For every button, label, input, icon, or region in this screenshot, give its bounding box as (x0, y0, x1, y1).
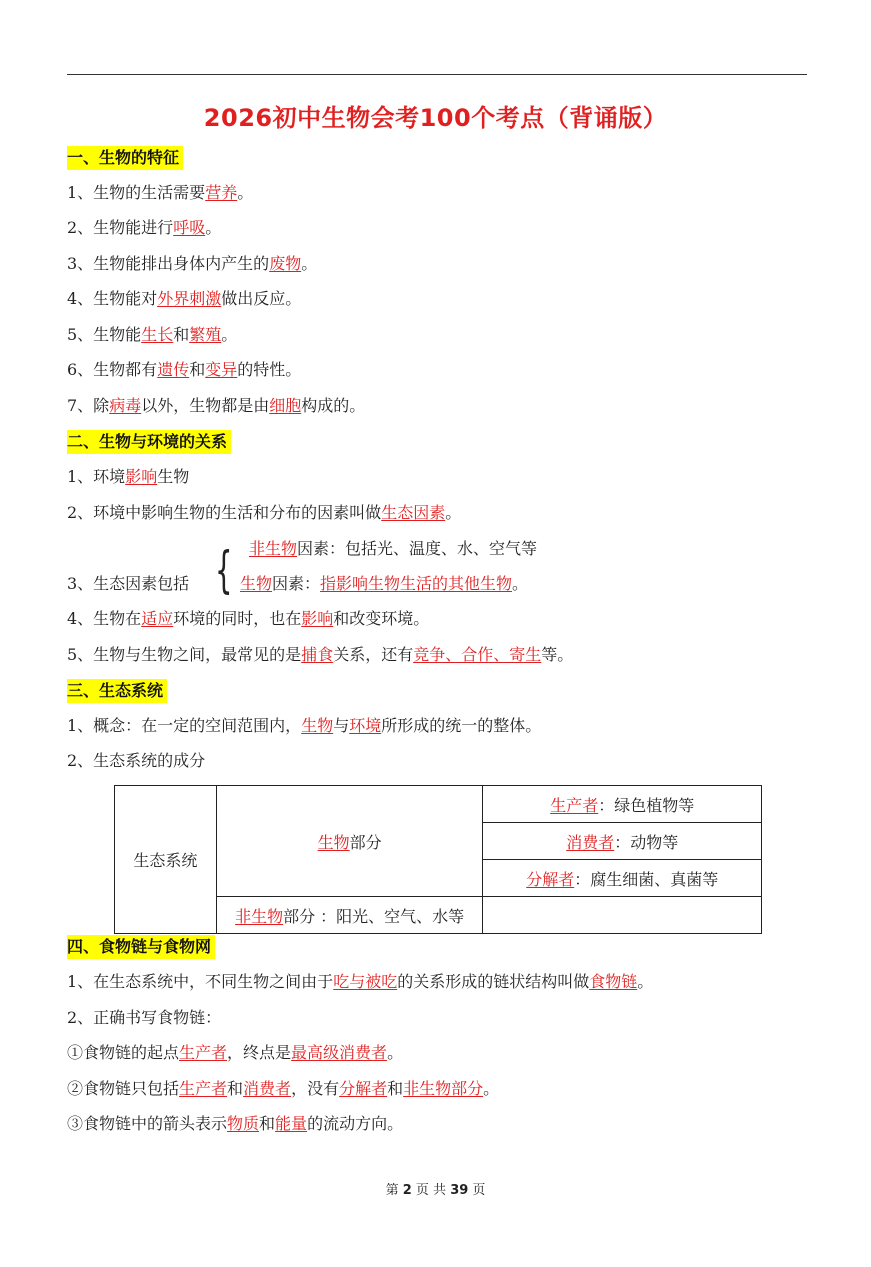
ecosystem-cell: 生态系统 (115, 786, 217, 934)
s3-line-2: 2、生态系统的成分 (67, 751, 206, 770)
producer-cell: 生产者：绿色植物等 (483, 786, 762, 823)
s2-line-3-abiotic: 非生物因素：包括光、温度、水、空气等 (249, 539, 538, 558)
s4-line-4: ②食物链只包括生产者和消费者，没有分解者和非生物部分。 (67, 1079, 500, 1098)
s3-line-1: 1、概念：在一定的空间范围内，生物与环境所形成的统一的整体。 (67, 716, 542, 735)
section-heading-3: 三、生态系统 (67, 679, 167, 703)
s1-line-5: 5、生物能生长和繁殖。 (67, 325, 238, 344)
s1-line-7: 7、除病毒以外，生物都是由细胞构成的。 (67, 396, 366, 415)
s4-line-3: ①食物链的起点生产者，终点是最高级消费者。 (67, 1043, 404, 1062)
curly-brace: { (215, 541, 233, 599)
section-heading-4: 四、食物链与食物网 (67, 935, 215, 959)
s1-line-2: 2、生物能进行呼吸。 (67, 218, 222, 237)
ecosystem-table (114, 785, 762, 934)
page-footer: 第 2 页 共 39 页 (385, 1183, 486, 1198)
decomposer-cell: 分解者：腐生细菌、真菌等 (483, 860, 762, 897)
s2-line-2: 2、环境中影响生物的生活和分布的因素叫做生态因素。 (67, 503, 462, 522)
section-heading-2: 二、生物与环境的关系 (67, 430, 231, 454)
s1-line-4: 4、生物能对外界刺激做出反应。 (67, 289, 302, 308)
s2-line-3-biotic: 生物因素：指影响生物生活的其他生物。 (240, 574, 529, 593)
s1-line-1: 1、生物的生活需要营养。 (67, 183, 254, 202)
header-rule (67, 74, 807, 75)
s4-line-1: 1、在生态系统中，不同生物之间由于吃与被吃的关系形成的链状结构叫做食物链。 (67, 972, 654, 991)
s1-line-3: 3、生物能排出身体内产生的废物。 (67, 254, 318, 273)
s4-line-2: 2、正确书写食物链： (67, 1008, 222, 1027)
section-heading-1: 一、生物的特征 (67, 146, 183, 170)
s2-line-3-prefix: 3、生态因素包括 (67, 574, 190, 593)
bio-part-cell: 生物部分 (216, 786, 483, 897)
s2-line-4: 4、生物在适应环境的同时，也在影响和改变环境。 (67, 609, 430, 628)
s2-line-5: 5、生物与生物之间，最常见的是捕食关系，还有竞争、合作、寄生等。 (67, 645, 574, 664)
s2-line-1: 1、环境影响生物 (67, 467, 190, 486)
abiotic-part-cell: 非生物部分 ：阳光、空气、水等 (216, 897, 483, 934)
consumer-cell: 消费者：动物等 (483, 823, 762, 860)
s1-line-6: 6、生物都有遗传和变异的特性。 (67, 360, 302, 379)
s4-line-5: ③食物链中的箭头表示物质和能量的流动方向。 (67, 1114, 404, 1133)
empty-cell (483, 897, 762, 934)
page-title: 2026初中生物会考100个考点（背诵版） (203, 104, 668, 132)
